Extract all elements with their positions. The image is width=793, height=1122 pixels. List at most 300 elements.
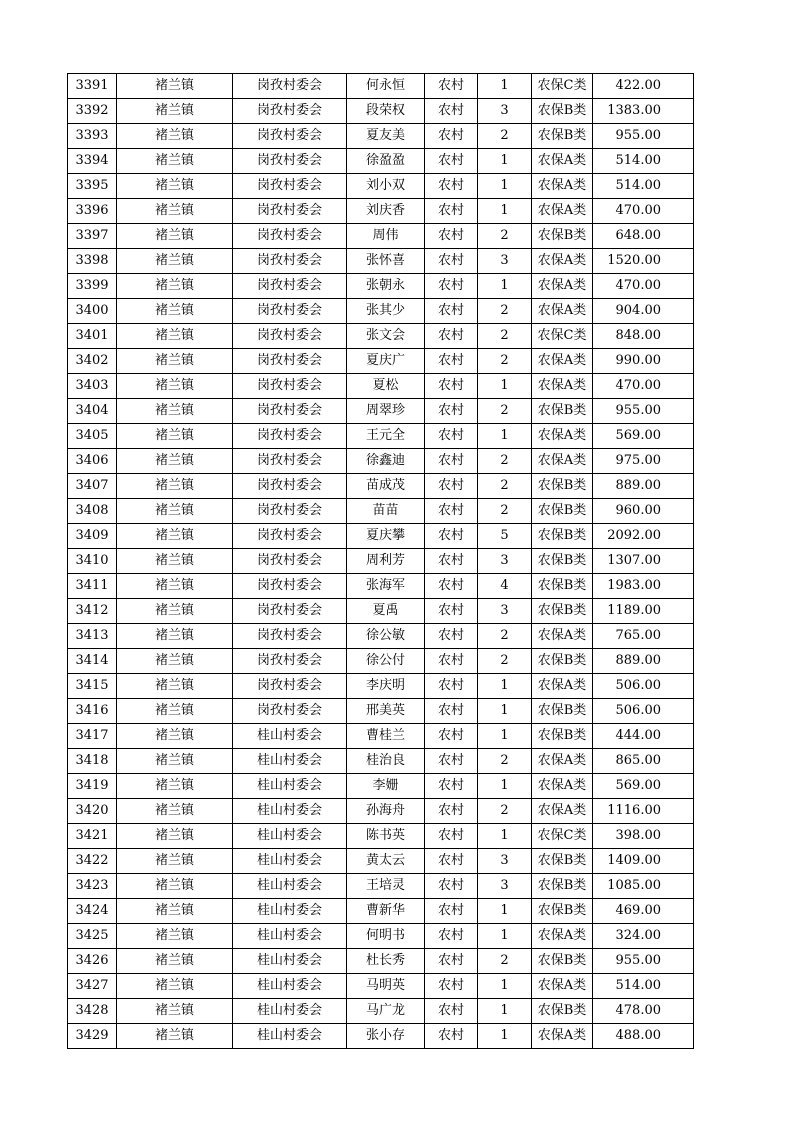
village-committee-cell: 岗孜村委会 xyxy=(233,349,347,374)
household-size-cell: 4 xyxy=(478,574,532,599)
amount-cell: 444.00 xyxy=(593,724,694,749)
person-name-cell: 何永恒 xyxy=(347,74,425,99)
village-committee-cell: 岗孜村委会 xyxy=(233,424,347,449)
household-type-cell: 农村 xyxy=(425,774,478,799)
row-number-cell: 3392 xyxy=(68,99,117,124)
town-cell: 褚兰镇 xyxy=(117,774,233,799)
village-committee-cell: 岗孜村委会 xyxy=(233,499,347,524)
household-size-cell: 2 xyxy=(478,624,532,649)
insurance-category-cell: 农保B类 xyxy=(532,499,593,524)
household-size-cell: 1 xyxy=(478,924,532,949)
town-cell: 褚兰镇 xyxy=(117,799,233,824)
table-row xyxy=(68,549,694,574)
person-name-cell: 周伟 xyxy=(347,224,425,249)
row-number-cell: 3402 xyxy=(68,349,117,374)
household-size-cell: 1 xyxy=(478,824,532,849)
row-number-cell: 3428 xyxy=(68,999,117,1024)
village-committee-cell: 岗孜村委会 xyxy=(233,399,347,424)
amount-cell: 514.00 xyxy=(593,149,694,174)
insurance-category-cell: 农保A类 xyxy=(532,149,593,174)
row-number-cell: 3396 xyxy=(68,199,117,224)
insurance-category-cell: 农保A类 xyxy=(532,974,593,999)
town-cell: 褚兰镇 xyxy=(117,599,233,624)
row-number-cell: 3420 xyxy=(68,799,117,824)
amount-cell: 324.00 xyxy=(593,924,694,949)
household-type-cell: 农村 xyxy=(425,949,478,974)
town-cell: 褚兰镇 xyxy=(117,474,233,499)
person-name-cell: 张朝永 xyxy=(347,274,425,299)
village-committee-cell: 岗孜村委会 xyxy=(233,549,347,574)
village-committee-cell: 岗孜村委会 xyxy=(233,274,347,299)
table-row xyxy=(68,374,694,399)
household-type-cell: 农村 xyxy=(425,299,478,324)
row-number-cell: 3397 xyxy=(68,224,117,249)
town-cell: 褚兰镇 xyxy=(117,699,233,724)
household-type-cell: 农村 xyxy=(425,674,478,699)
town-cell: 褚兰镇 xyxy=(117,899,233,924)
amount-cell: 488.00 xyxy=(593,1024,694,1049)
table-row xyxy=(68,699,694,724)
insurance-category-cell: 农保B类 xyxy=(532,999,593,1024)
insurance-category-cell: 农保B类 xyxy=(532,99,593,124)
insurance-category-cell: 农保A类 xyxy=(532,174,593,199)
amount-cell: 765.00 xyxy=(593,624,694,649)
person-name-cell: 夏庆广 xyxy=(347,349,425,374)
household-size-cell: 1 xyxy=(478,424,532,449)
household-type-cell: 农村 xyxy=(425,799,478,824)
row-number-cell: 3403 xyxy=(68,374,117,399)
table-row xyxy=(68,524,694,549)
town-cell: 褚兰镇 xyxy=(117,249,233,274)
village-committee-cell: 桂山村委会 xyxy=(233,874,347,899)
village-committee-cell: 桂山村委会 xyxy=(233,999,347,1024)
household-type-cell: 农村 xyxy=(425,74,478,99)
row-number-cell: 3427 xyxy=(68,974,117,999)
amount-cell: 955.00 xyxy=(593,949,694,974)
person-name-cell: 王元全 xyxy=(347,424,425,449)
table-row xyxy=(68,149,694,174)
household-type-cell: 农村 xyxy=(425,199,478,224)
insurance-category-cell: 农保B类 xyxy=(532,474,593,499)
person-name-cell: 孙海舟 xyxy=(347,799,425,824)
household-size-cell: 1 xyxy=(478,1024,532,1049)
row-number-cell: 3405 xyxy=(68,424,117,449)
village-committee-cell: 岗孜村委会 xyxy=(233,699,347,724)
insurance-category-cell: 农保A类 xyxy=(532,249,593,274)
town-cell: 褚兰镇 xyxy=(117,399,233,424)
town-cell: 褚兰镇 xyxy=(117,674,233,699)
row-number-cell: 3413 xyxy=(68,624,117,649)
village-committee-cell: 岗孜村委会 xyxy=(233,249,347,274)
household-type-cell: 农村 xyxy=(425,499,478,524)
household-type-cell: 农村 xyxy=(425,274,478,299)
insurance-category-cell: 农保A类 xyxy=(532,424,593,449)
insurance-category-cell: 农保B类 xyxy=(532,399,593,424)
household-size-cell: 1 xyxy=(478,199,532,224)
household-size-cell: 2 xyxy=(478,949,532,974)
table-row xyxy=(68,1024,694,1049)
person-name-cell: 周翠珍 xyxy=(347,399,425,424)
table-row xyxy=(68,174,694,199)
table-row xyxy=(68,899,694,924)
town-cell: 褚兰镇 xyxy=(117,924,233,949)
household-type-cell: 农村 xyxy=(425,624,478,649)
person-name-cell: 徐公付 xyxy=(347,649,425,674)
row-number-cell: 3406 xyxy=(68,449,117,474)
village-committee-cell: 岗孜村委会 xyxy=(233,174,347,199)
table-row xyxy=(68,774,694,799)
amount-cell: 422.00 xyxy=(593,74,694,99)
person-name-cell: 夏庆攀 xyxy=(347,524,425,549)
insurance-category-cell: 农保C类 xyxy=(532,74,593,99)
village-committee-cell: 岗孜村委会 xyxy=(233,124,347,149)
table-row xyxy=(68,224,694,249)
amount-cell: 1307.00 xyxy=(593,549,694,574)
amount-cell: 1189.00 xyxy=(593,599,694,624)
household-size-cell: 2 xyxy=(478,449,532,474)
village-committee-cell: 桂山村委会 xyxy=(233,974,347,999)
household-size-cell: 3 xyxy=(478,849,532,874)
amount-cell: 955.00 xyxy=(593,124,694,149)
table-row xyxy=(68,299,694,324)
table-row xyxy=(68,274,694,299)
amount-cell: 1116.00 xyxy=(593,799,694,824)
insurance-category-cell: 农保B类 xyxy=(532,224,593,249)
village-committee-cell: 桂山村委会 xyxy=(233,899,347,924)
household-type-cell: 农村 xyxy=(425,474,478,499)
table-row xyxy=(68,424,694,449)
town-cell: 褚兰镇 xyxy=(117,324,233,349)
town-cell: 褚兰镇 xyxy=(117,999,233,1024)
person-name-cell: 刘庆香 xyxy=(347,199,425,224)
household-size-cell: 1 xyxy=(478,899,532,924)
insurance-category-cell: 农保A类 xyxy=(532,274,593,299)
row-number-cell: 3429 xyxy=(68,1024,117,1049)
insurance-category-cell: 农保A类 xyxy=(532,1024,593,1049)
household-type-cell: 农村 xyxy=(425,824,478,849)
table-row xyxy=(68,724,694,749)
town-cell: 褚兰镇 xyxy=(117,649,233,674)
row-number-cell: 3411 xyxy=(68,574,117,599)
table-row xyxy=(68,874,694,899)
village-committee-cell: 桂山村委会 xyxy=(233,799,347,824)
household-type-cell: 农村 xyxy=(425,524,478,549)
household-type-cell: 农村 xyxy=(425,249,478,274)
person-name-cell: 李庆明 xyxy=(347,674,425,699)
household-type-cell: 农村 xyxy=(425,424,478,449)
household-size-cell: 3 xyxy=(478,99,532,124)
person-name-cell: 段荣权 xyxy=(347,99,425,124)
town-cell: 褚兰镇 xyxy=(117,374,233,399)
household-size-cell: 2 xyxy=(478,749,532,774)
village-committee-cell: 桂山村委会 xyxy=(233,774,347,799)
insurance-category-cell: 农保B类 xyxy=(532,699,593,724)
table-row xyxy=(68,974,694,999)
insurance-category-cell: 农保A类 xyxy=(532,674,593,699)
village-committee-cell: 岗孜村委会 xyxy=(233,324,347,349)
town-cell: 褚兰镇 xyxy=(117,624,233,649)
person-name-cell: 夏禹 xyxy=(347,599,425,624)
village-committee-cell: 岗孜村委会 xyxy=(233,674,347,699)
household-size-cell: 2 xyxy=(478,124,532,149)
insurance-category-cell: 农保B类 xyxy=(532,124,593,149)
row-number-cell: 3404 xyxy=(68,399,117,424)
amount-cell: 1983.00 xyxy=(593,574,694,599)
town-cell: 褚兰镇 xyxy=(117,574,233,599)
household-type-cell: 农村 xyxy=(425,599,478,624)
person-name-cell: 张其少 xyxy=(347,299,425,324)
amount-cell: 648.00 xyxy=(593,224,694,249)
household-size-cell: 1 xyxy=(478,974,532,999)
town-cell: 褚兰镇 xyxy=(117,424,233,449)
table-row xyxy=(68,124,694,149)
household-type-cell: 农村 xyxy=(425,149,478,174)
town-cell: 褚兰镇 xyxy=(117,749,233,774)
insurance-category-cell: 农保B类 xyxy=(532,724,593,749)
household-type-cell: 农村 xyxy=(425,224,478,249)
table-row xyxy=(68,574,694,599)
row-number-cell: 3398 xyxy=(68,249,117,274)
row-number-cell: 3394 xyxy=(68,149,117,174)
town-cell: 褚兰镇 xyxy=(117,849,233,874)
person-name-cell: 刘小双 xyxy=(347,174,425,199)
person-name-cell: 夏松 xyxy=(347,374,425,399)
household-size-cell: 3 xyxy=(478,249,532,274)
person-name-cell: 张怀喜 xyxy=(347,249,425,274)
household-type-cell: 农村 xyxy=(425,699,478,724)
person-name-cell: 杜长秀 xyxy=(347,949,425,974)
row-number-cell: 3422 xyxy=(68,849,117,874)
household-size-cell: 1 xyxy=(478,274,532,299)
person-name-cell: 李姗 xyxy=(347,774,425,799)
amount-cell: 904.00 xyxy=(593,299,694,324)
table-row xyxy=(68,624,694,649)
village-committee-cell: 桂山村委会 xyxy=(233,824,347,849)
village-committee-cell: 岗孜村委会 xyxy=(233,599,347,624)
household-type-cell: 农村 xyxy=(425,974,478,999)
village-committee-cell: 岗孜村委会 xyxy=(233,224,347,249)
amount-cell: 1085.00 xyxy=(593,874,694,899)
person-name-cell: 桂治良 xyxy=(347,749,425,774)
row-number-cell: 3408 xyxy=(68,499,117,524)
household-type-cell: 农村 xyxy=(425,999,478,1024)
table-row xyxy=(68,249,694,274)
household-type-cell: 农村 xyxy=(425,449,478,474)
insurance-category-cell: 农保B类 xyxy=(532,899,593,924)
household-type-cell: 农村 xyxy=(425,174,478,199)
household-size-cell: 3 xyxy=(478,874,532,899)
row-number-cell: 3412 xyxy=(68,599,117,624)
household-size-cell: 1 xyxy=(478,174,532,199)
person-name-cell: 陈书英 xyxy=(347,824,425,849)
person-name-cell: 徐公敏 xyxy=(347,624,425,649)
amount-cell: 990.00 xyxy=(593,349,694,374)
person-name-cell: 张小存 xyxy=(347,1024,425,1049)
table-row xyxy=(68,74,694,99)
village-committee-cell: 岗孜村委会 xyxy=(233,299,347,324)
person-name-cell: 周利芳 xyxy=(347,549,425,574)
town-cell: 褚兰镇 xyxy=(117,524,233,549)
row-number-cell: 3417 xyxy=(68,724,117,749)
household-size-cell: 3 xyxy=(478,599,532,624)
table-row xyxy=(68,824,694,849)
table-row xyxy=(68,999,694,1024)
household-type-cell: 农村 xyxy=(425,924,478,949)
table-row xyxy=(68,599,694,624)
household-size-cell: 3 xyxy=(478,549,532,574)
table-row xyxy=(68,199,694,224)
table-row xyxy=(68,99,694,124)
table-row xyxy=(68,474,694,499)
household-type-cell: 农村 xyxy=(425,399,478,424)
person-name-cell: 苗成茂 xyxy=(347,474,425,499)
person-name-cell: 曹新华 xyxy=(347,899,425,924)
table-row xyxy=(68,649,694,674)
amount-cell: 975.00 xyxy=(593,449,694,474)
household-type-cell: 农村 xyxy=(425,649,478,674)
amount-cell: 848.00 xyxy=(593,324,694,349)
person-name-cell: 邢美英 xyxy=(347,699,425,724)
household-type-cell: 农村 xyxy=(425,124,478,149)
household-type-cell: 农村 xyxy=(425,349,478,374)
village-committee-cell: 岗孜村委会 xyxy=(233,574,347,599)
amount-cell: 514.00 xyxy=(593,174,694,199)
amount-cell: 2092.00 xyxy=(593,524,694,549)
town-cell: 褚兰镇 xyxy=(117,199,233,224)
insurance-category-cell: 农保A类 xyxy=(532,299,593,324)
household-size-cell: 2 xyxy=(478,399,532,424)
town-cell: 褚兰镇 xyxy=(117,74,233,99)
table-row xyxy=(68,924,694,949)
row-number-cell: 3421 xyxy=(68,824,117,849)
row-number-cell: 3393 xyxy=(68,124,117,149)
household-size-cell: 5 xyxy=(478,524,532,549)
person-name-cell: 黄太云 xyxy=(347,849,425,874)
amount-cell: 1383.00 xyxy=(593,99,694,124)
amount-cell: 889.00 xyxy=(593,474,694,499)
household-size-cell: 2 xyxy=(478,299,532,324)
town-cell: 褚兰镇 xyxy=(117,349,233,374)
village-committee-cell: 岗孜村委会 xyxy=(233,649,347,674)
household-size-cell: 2 xyxy=(478,499,532,524)
village-committee-cell: 岗孜村委会 xyxy=(233,74,347,99)
table-row xyxy=(68,499,694,524)
table-row xyxy=(68,324,694,349)
row-number-cell: 3426 xyxy=(68,949,117,974)
insurance-category-cell: 农保A类 xyxy=(532,924,593,949)
row-number-cell: 3416 xyxy=(68,699,117,724)
town-cell: 褚兰镇 xyxy=(117,724,233,749)
row-number-cell: 3419 xyxy=(68,774,117,799)
row-number-cell: 3410 xyxy=(68,549,117,574)
household-size-cell: 1 xyxy=(478,724,532,749)
town-cell: 褚兰镇 xyxy=(117,449,233,474)
amount-cell: 470.00 xyxy=(593,374,694,399)
amount-cell: 478.00 xyxy=(593,999,694,1024)
household-type-cell: 农村 xyxy=(425,724,478,749)
town-cell: 褚兰镇 xyxy=(117,499,233,524)
village-committee-cell: 岗孜村委会 xyxy=(233,374,347,399)
household-type-cell: 农村 xyxy=(425,749,478,774)
row-number-cell: 3401 xyxy=(68,324,117,349)
insurance-category-cell: 农保A类 xyxy=(532,374,593,399)
amount-cell: 514.00 xyxy=(593,974,694,999)
table-row xyxy=(68,399,694,424)
household-size-cell: 2 xyxy=(478,324,532,349)
village-committee-cell: 桂山村委会 xyxy=(233,724,347,749)
town-cell: 褚兰镇 xyxy=(117,949,233,974)
town-cell: 褚兰镇 xyxy=(117,149,233,174)
town-cell: 褚兰镇 xyxy=(117,174,233,199)
village-committee-cell: 岗孜村委会 xyxy=(233,199,347,224)
town-cell: 褚兰镇 xyxy=(117,274,233,299)
village-committee-cell: 岗孜村委会 xyxy=(233,624,347,649)
household-size-cell: 1 xyxy=(478,374,532,399)
person-name-cell: 曹桂兰 xyxy=(347,724,425,749)
insurance-category-cell: 农保A类 xyxy=(532,199,593,224)
row-number-cell: 3424 xyxy=(68,899,117,924)
insurance-category-cell: 农保B类 xyxy=(532,649,593,674)
insurance-category-cell: 农保A类 xyxy=(532,349,593,374)
household-size-cell: 1 xyxy=(478,999,532,1024)
person-name-cell: 苗苗 xyxy=(347,499,425,524)
row-number-cell: 3418 xyxy=(68,749,117,774)
insurance-category-cell: 农保A类 xyxy=(532,799,593,824)
household-type-cell: 农村 xyxy=(425,899,478,924)
village-committee-cell: 岗孜村委会 xyxy=(233,449,347,474)
amount-cell: 470.00 xyxy=(593,274,694,299)
household-size-cell: 1 xyxy=(478,774,532,799)
row-number-cell: 3395 xyxy=(68,174,117,199)
household-size-cell: 2 xyxy=(478,649,532,674)
household-size-cell: 2 xyxy=(478,224,532,249)
row-number-cell: 3423 xyxy=(68,874,117,899)
household-type-cell: 农村 xyxy=(425,99,478,124)
amount-cell: 960.00 xyxy=(593,499,694,524)
village-committee-cell: 桂山村委会 xyxy=(233,1024,347,1049)
insurance-category-cell: 农保C类 xyxy=(532,324,593,349)
person-name-cell: 徐盈盈 xyxy=(347,149,425,174)
household-size-cell: 2 xyxy=(478,799,532,824)
amount-cell: 569.00 xyxy=(593,774,694,799)
row-number-cell: 3425 xyxy=(68,924,117,949)
person-name-cell: 何明书 xyxy=(347,924,425,949)
amount-cell: 865.00 xyxy=(593,749,694,774)
insurance-category-cell: 农保B类 xyxy=(532,574,593,599)
household-size-cell: 1 xyxy=(478,149,532,174)
town-cell: 褚兰镇 xyxy=(117,974,233,999)
insurance-category-cell: 农保B类 xyxy=(532,949,593,974)
amount-cell: 569.00 xyxy=(593,424,694,449)
village-committee-cell: 桂山村委会 xyxy=(233,849,347,874)
row-number-cell: 3391 xyxy=(68,74,117,99)
town-cell: 褚兰镇 xyxy=(117,824,233,849)
village-committee-cell: 桂山村委会 xyxy=(233,949,347,974)
person-name-cell: 王培灵 xyxy=(347,874,425,899)
person-name-cell: 张文会 xyxy=(347,324,425,349)
village-committee-cell: 岗孜村委会 xyxy=(233,149,347,174)
household-type-cell: 农村 xyxy=(425,574,478,599)
row-number-cell: 3399 xyxy=(68,274,117,299)
amount-cell: 955.00 xyxy=(593,399,694,424)
amount-cell: 506.00 xyxy=(593,699,694,724)
town-cell: 褚兰镇 xyxy=(117,99,233,124)
town-cell: 褚兰镇 xyxy=(117,874,233,899)
household-size-cell: 2 xyxy=(478,474,532,499)
row-number-cell: 3409 xyxy=(68,524,117,549)
row-number-cell: 3400 xyxy=(68,299,117,324)
household-type-cell: 农村 xyxy=(425,849,478,874)
